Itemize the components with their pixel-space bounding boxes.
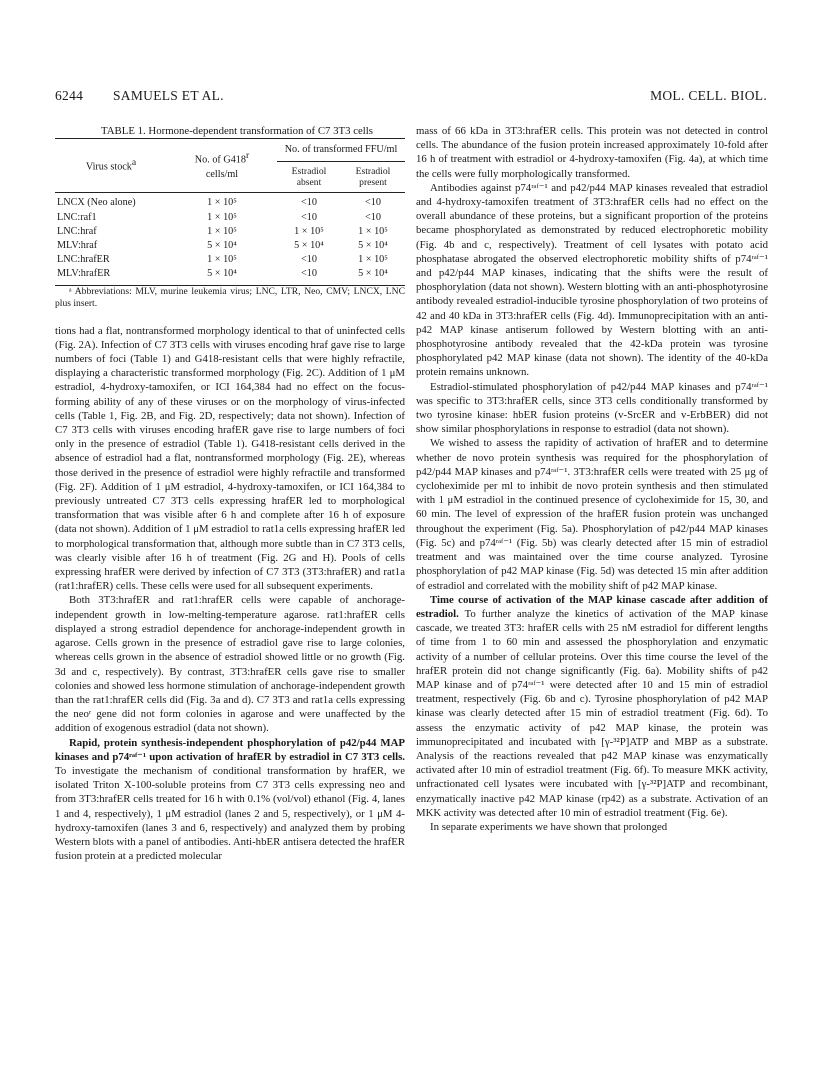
left-body bbox=[55, 324, 405, 864]
table-row: LNC:raf1 1 × 10⁵ <10 <10 bbox=[57, 211, 381, 223]
estradiol-present-header: Estradiol present bbox=[355, 166, 391, 189]
table-footnote: ᵃ Abbreviations: MLV, murine leukemia virus; LNC, LTR, Neo, CMV; LNCX, LNC plus insert. bbox=[55, 285, 405, 309]
paragraph: In separate experiments we have shown that prolonged bbox=[430, 820, 668, 833]
paragraph: Antibodies against p74ʳᵃᶠ⁻¹ and p42/p44 MAP kinases revealed that estradiol and 4-hydroxy-tamoxifen treatment of 3T3:hrafER cells had no effect on the overall abundance of these proteins, but a significant proportion of the proteins became phosphorylated as demonstrated by reduced electrophoretic mobility (Fig. 4b and c, respectively). Treatment of cell lysates with potato acid phosphatase abrogated the observed electrophoretic mobility shifts of p74ʳᵃᶠ⁻¹ and p42/p44 MAP kinases, indicating that the shifts were the result of phosphorylation (data not shown). Western blotting with an anti-phosphotyrosine antibody revealed estradiol-inducible tyrosine phosphorylation of two proteins of 42 and 40 kDa in 3T3:hrafER cells (Fig. 4d). Immunoprecipitation with an anti-p42 MAP kinase antiserum followed by Western blotting with an anti-phosphotyrosine antibody revealed that the 42-kDa protein was tyrosine phosphorylated p42 MAP kinase (data not shown). The identity of the 40-kDa protein remains unknown. bbox=[416, 181, 768, 379]
ffu-header: No. of transformed FFU/ml bbox=[277, 143, 405, 162]
section-paragraph: Time course of activation of the MAP kinase cascade after addition of estradiol. To further analyze the kinetics of activation of the MAP kinase cascade, we treated 3T3: hrafER cells with 25 nM estradiol for different lengths of time from 1 to 60 min and assessed the phosphorylation and enzymatic activity of a number of cellular proteins. Over this time course the level of the hrafER protein did not change significantly (Fig. 6a). Mobility shifts of p42 MAP kinase and of p74ʳᵃᶠ⁻¹ were detected after 10 and 15 min of estradiol treatment, respectively (Fig. 6b and c). Tyrosine phosphorylation of p42 MAP kinase was clearly detected after 15 min of estradiol treatment (Fig. 6d). To assess the enzymatic activity of p42 MAP kinase, the protein was immunoprecipitated and incubated with [γ-³²P]ATP and MBP as a substrate. Analysis of the reactions revealed that p42 MAP kinase was enzymatically activated after 10 min of estradiol treatment (Fig. 6f). To measure MKK activity, unfractionated cell lysates were incubated with [γ-³²P]ATP and recombinant, enzymatically inactive p42 MAP kinase (rp42) as a substrate. Activation of an MKK activity was detected after 10 min of estradiol treatment (Fig. 6e). bbox=[416, 593, 768, 819]
section-heading: Time course of activation of the MAP kinase cascade after addition of estradiol. bbox=[416, 593, 768, 620]
table-row: MLV:hrafER 5 × 10⁴ <10 5 × 10⁴ bbox=[57, 268, 388, 280]
table-row: LNCX (Neo alone) 1 × 10⁵ <10 <10 bbox=[57, 197, 381, 209]
table-row: LNC:hrafER 1 × 10⁵ <10 1 × 10⁵ bbox=[57, 254, 388, 266]
right-column bbox=[416, 124, 768, 834]
paragraph: Both 3T3:hrafER and rat1:hrafER cells were capable of anchorage-independent growth in low-melting-temperature agarose. rat1:hrafER cells displayed a strong estradiol dependence for anchorage-independent growth in agarose. Cells grown in the presence of estradiol gave rise to large colonies, whereas cells grown in the absence of estradiol showed little or no growth (Fig. 3d and c, respectively). By contrast, 3T3:hrafER cells gave rise to smaller colonies and showed less hormone stimulation of anchorage-independent growth than the rat1:hrafER cells did (Fig. 3a and d). C7 3T3 and rat1a cells expressing the neoʳ gene did not form colonies in agarose and were unaffected by the addition of exogenous estradiol (data not shown). bbox=[55, 594, 405, 735]
g418-header: No. of G418$^r$ cells/ml bbox=[194, 149, 250, 180]
running-header bbox=[55, 88, 767, 108]
paragraph: Estradiol-stimulated phosphorylation of p42/p44 MAP kinases and p74ʳᵃᶠ⁻¹ was specific to 3T3:hrafER cells, since 3T3 cells conditionally transformed by two tyrosine kinase: hbER fusion proteins (v-SrcER and v-ErbBER) did not show similar phosphorylations in response to estradiol (data not shown). bbox=[416, 380, 768, 436]
table-row: MLV:hraf 5 × 10⁴ 5 × 10⁴ 5 × 10⁴ bbox=[57, 240, 388, 252]
page-number: 6244 bbox=[55, 88, 84, 103]
table-caption: TABLE 1. Hormone-dependent transformation of C7 3T3 cells bbox=[101, 125, 373, 137]
table-1 bbox=[55, 138, 405, 285]
section-paragraph: Rapid, protein synthesis-independent phosphorylation of p42/p44 MAP kinases and p74ʳᵃᶠ⁻¹ upon activation of hrafER by estradiol in C7 3T3 cells. To investigate the mechanism of conditional transformation by hrafER, we isolated Triton X-100-soluble proteins from C7 3T3 cells expressing neo and from 3T3:hrafER cells treated for 16 h with 0.1% (vol/vol) ethanol (Fig. 4, lanes 1 and 4, respectively), 1 μM estradiol (lanes 2 and 5, respectively), or 1 μM 4-hydroxy-tamoxifen (lanes 3 and 6, respectively) and analyzed them by probing Western blots with a panel of antibodies. Anti-hbER antisera detected the hrafER fusion protein at a predicted molecular bbox=[55, 736, 405, 863]
table-row: LNC:hraf 1 × 10⁵ 1 × 10⁵ 1 × 10⁵ bbox=[57, 225, 388, 237]
paragraph: tions had a flat, nontransformed morphology identical to that of uninfected cells (Fig. 2A). Infection of C7 3T3 cells with viruses encoding hraf gave rise to large numbers of foci (Table 1) and G418-resistant cells that were highly refractile, displaying a characteristic transformed morphology (Fig. 2C). Addition of 1 μM estradiol, 4-hydroxy-tamoxifen, or ICI 164,384 had no effect on the focus-forming ability of any of these viruses or on the morphology of virus-infected cells (Table 1, Fig. 2B, and Fig. 2D, respectively; data not shown). Infection of C7 3T3 cells with viruses encoding hrafER gave rise to large numbers of foci only in the presence of estradiol (Table 1). G418-resistant cells derived in the absence of estradiol had a flat, nontransformed morphology (Fig. 2E), whereas those derived in the presence of estradiol were highly refractile and transformed (Fig. 2F). Addition of 1 μM estradiol, 4-hydroxy-tamoxifen, or ICI 164,384 to previously untreated C7 3T3 cells expressing hrafER led to morphological transformation that was visible after 6 h and complete after 16 h of exposure (data not shown). Addition of 1 μM estradiol to rat1a cells expressing hrafER led to morphological transformation that, although more subtle than in C7 3T3 cells, was clearly visible after 16 h of treatment (Fig. 2G and H). Pools of cells expressing hrafER were derived by infection of C7 3T3 (3T3:hrafER) and rat1a (rat1:hrafER) cells. These cells were used for all subsequent experiments. bbox=[55, 324, 406, 593]
virus-stock-header: Virus stock$^a$ bbox=[85, 157, 137, 173]
journal-name: MOL. CELL. BIOL. bbox=[650, 88, 767, 103]
running-authors: SAMUELS ET AL. bbox=[113, 88, 224, 103]
paragraph: mass of 66 kDa in 3T3:hrafER cells. This protein was not detected in control cells. The abundance of the fusion protein increased approximately 10-fold after 16 h of treatment with estradiol or 4-hydroxy-tamoxifen (Fig. 4a), at which time the cells were fully morphologically transformed. bbox=[416, 125, 768, 180]
estradiol-absent-header: Estradiol absent bbox=[291, 166, 327, 189]
left-column bbox=[55, 124, 405, 863]
paragraph: We wished to assess the rapidity of activation of hrafER and to determine whether de novo protein synthesis was required for the phosphorylation of p42/p44 MAP kinases and p74ʳᵃᶠ⁻¹. 3T3:hrafER cells were treated with 25 μg of cycloheximide per ml to inhibit de novo protein synthesis and then stimulated with 1 μM estradiol in the continued presence of cycloheximide for 15, 30, and 60 min. The level of expression of the hrafER fusion protein was unchanged throughout the experiment (Fig. 5a). Phosphorylation of p42/p44 MAP kinases (Fig. 5c) and p74ʳᵃᶠ⁻¹ (Fig. 5b) was clearly detected after 15 min of estradiol treatment and was maintained over the time course analyzed. Tyrosine phosphorylation of p42 MAP kinase (Fig. 5d) was detected 15 min after addition of estradiol and correlated with the mobility shift of p42 MAP kinase. bbox=[416, 437, 768, 592]
section-heading: Rapid, protein synthesis-independent phosphorylation of p42/p44 MAP kinases and p74ʳᵃᶠ⁻¹ upon activation of hrafER by estradiol in C7 3T3 cells. bbox=[55, 736, 405, 763]
